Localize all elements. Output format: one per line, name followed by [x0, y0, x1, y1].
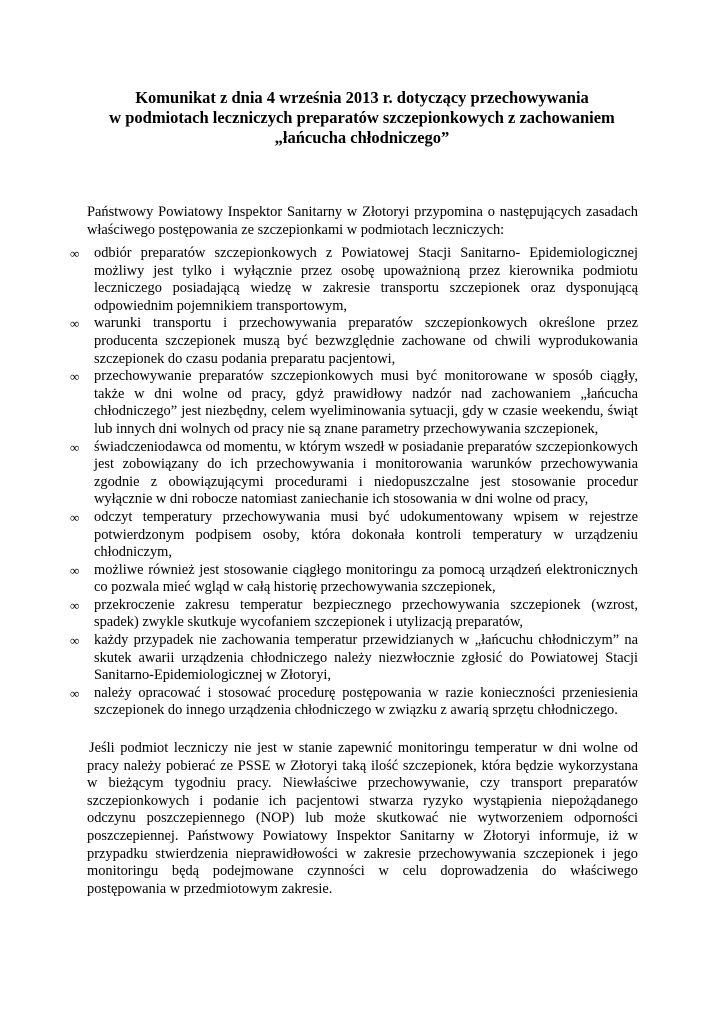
document-title — [60, 88, 664, 148]
title-line: „łańcucha chłodniczego” — [274, 128, 450, 147]
list-item — [70, 684, 638, 720]
list-item-text: odbiór preparatów szczepionkowych z Powiatowej Stacji Sanitarno- Epidemiologicznej możliwy jest tylko i wyłącznie przez osobę upoważnioną przez kierownika podmiotu leczniczego posiadającą wiedzę w zakresie transportu szczepionek oraz dysponującą odpowiednim pojemnikiem transportowym, — [94, 245, 638, 314]
intro-paragraph: Państwowy Powiatowy Inspektor Sanitarny w Złotoryi przypomina o następujących zasadach właściwego postępowania ze szczepionkami w podmiotach leczniczych: — [87, 204, 638, 238]
bullet-list — [70, 245, 638, 720]
infinity-bullet-icon: ∞ — [70, 633, 80, 649]
list-item-text: przechowywanie preparatów szczepionkowych musi być monitorowane w sposób ciągły, także w dni wolne od pracy, gdyż prawidłowy nadzór nad zachowaniem „łańcucha chłodniczego” jest niezbędny, celem wyeliminowania sytuacji, gdy w czasie weekendu, świąt lub innych dni wolnych od pracy nie są znane parametry przechowywania szczepionek, — [94, 368, 638, 437]
infinity-bullet-icon: ∞ — [70, 597, 80, 613]
infinity-bullet-icon: ∞ — [70, 439, 80, 455]
infinity-bullet-icon: ∞ — [70, 562, 80, 578]
list-item — [70, 368, 638, 438]
list-item-text: należy opracować i stosować procedurę postępowania w razie konieczności przeniesienia szczepionek do innego urządzenia chłodniczego w związku z awarią sprzętu chłodniczego. — [94, 684, 638, 719]
list-item — [70, 596, 638, 632]
list-item — [70, 632, 638, 685]
list-item — [70, 315, 638, 368]
infinity-bullet-icon: ∞ — [70, 685, 80, 701]
list-item-text: świadczeniodawca od momentu, w którym wszedł w posiadanie preparatów szczepionkowych jest zobowiązany do ich przechowywania i monitorowania warunków przechowywania zgodnie z obowiązującymi procedurami i niedopuszczalne jest stosowanie procedur wyłącznie w dni robocze natomiast zaniechanie ich stosowania w dni wolne od pracy, — [94, 438, 638, 508]
list-item — [70, 245, 638, 315]
list-item-text: możliwe również jest stosowanie ciągłego monitoringu za pomocą urządzeń elektronicznych co pozwala mieć wgląd w całą historię przechowywania szczepionek, — [94, 561, 638, 596]
title-line: Komunikat z dnia 4 września 2013 r. dotyczący przechowywania — [135, 88, 589, 107]
title-line: w podmiotach leczniczych preparatów szczepionkowych z zachowaniem — [109, 108, 615, 127]
infinity-bullet-icon: ∞ — [70, 509, 80, 525]
list-item-text: odczyt temperatury przechowywania musi być udokumentowany wpisem w rejestrze potwierdzonym podpisem osoby, która dokonała kontroli temperatury w urządzeniu chłodniczym, — [94, 508, 638, 561]
list-item — [70, 438, 638, 509]
list-item — [70, 508, 638, 562]
list-item-text: każdy przypadek nie zachowania temperatur przewidzianych w „łańcuchu chłodniczym” na skutek awarii urządzenia chłodniczego należy niezwłocznie zgłosić do Powiatowej Stacji Sanitarno-Epidemiologicznej w Złotoryi, — [94, 632, 638, 684]
infinity-bullet-icon: ∞ — [70, 369, 80, 385]
infinity-bullet-icon: ∞ — [70, 246, 80, 261]
list-item — [70, 561, 638, 597]
infinity-bullet-icon: ∞ — [70, 316, 80, 332]
list-item-text: warunki transportu i przechowywania preparatów szczepionkowych określone przez producenta szczepionek muszą być bezwzględnie zachowane od chwili wyprodukowania szczepionek do czasu podania preparatu pacjentowi, — [94, 315, 638, 367]
closing-paragraph: Jeśli podmiot leczniczy nie jest w stanie zapewnić monitoringu temperatur w dni wolne od pracy należy pobierać ze PSSE w Złotoryi taką ilość szczepionek, która będzie wykorzystana w bieżącym tygodniu pracy. Niewłaściwe przechowywanie, czy transport preparatów szczepionkowych i podanie ich pacjentowi stwarza ryzyko wystąpienia niepożądanego odczynu poszczepiennego (NOP) lub może skutkować nie wytworzeniem odporności poszczepiennej. Państwowy Powiatowy Inspektor Sanitarny w Złotoryi informuje, iż w przypadku stwierdzenia nieprawidłowości w zakresie przechowywania szczepionek i jego monitoringu będą podejmowane czynności w celu doprowadzenia do właściwego postępowania w przedmiotowym zakresie. — [87, 740, 638, 897]
list-item-text: przekroczenie zakresu temperatur bezpiecznego przechowywania szczepionek (wzrost, spadek) zwykle skutkuje wycofaniem szczepionek i utylizacją preparatów, — [94, 596, 638, 631]
